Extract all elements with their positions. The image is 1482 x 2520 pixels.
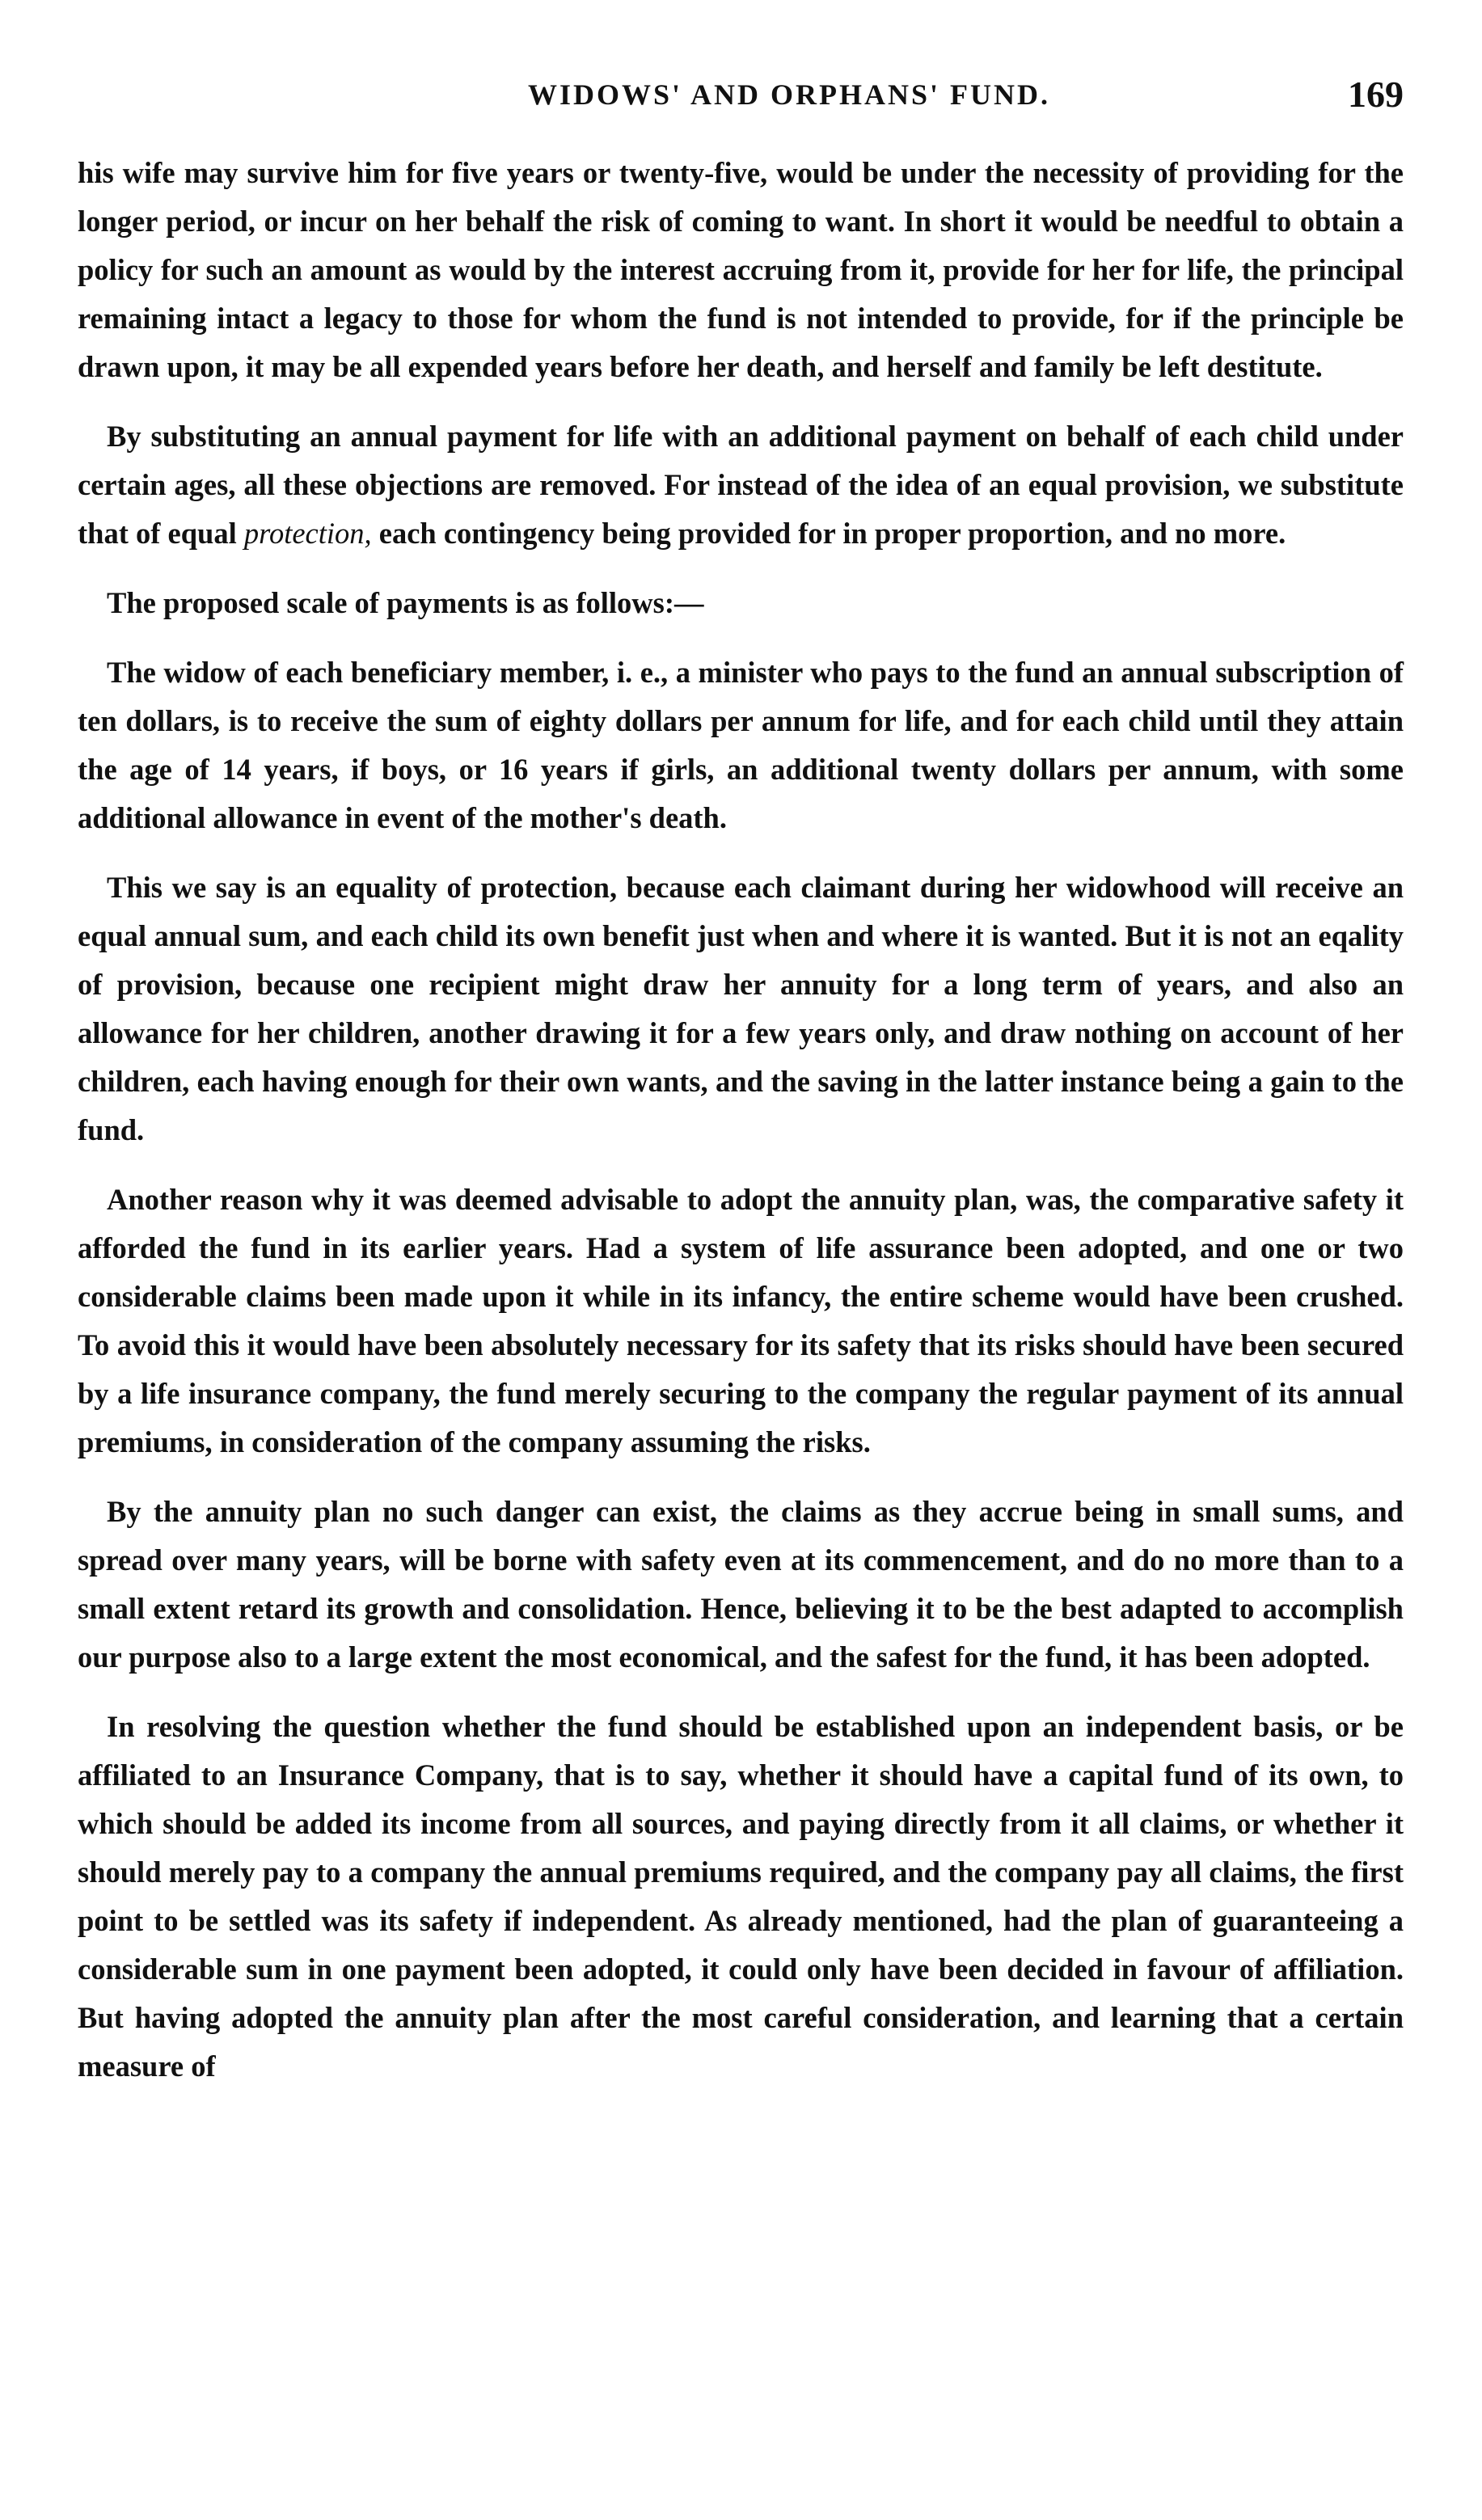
paragraph-6: Another reason why it was deemed advisable to adopt the annuity plan, was, the comparative safety it afforded the fund in its earlier years. Had a system of life assurance been adopted, and one or two considerable claims been made upon it while in its infancy, the entire scheme would have been crushed. To avoid this it would have been absolutely necessary for its safety that its risks should have been secured by a life insurance company, the fund merely securing to the company the regular payment of its annual premiums, in consideration of the company assuming the risks.	[78, 1183, 1404, 1458]
paragraph-8: In resolving the question whether the fund should be established upon an independent basis, or be affiliated to an Insurance Company, that is to say, whether it should have a capital fund of its own, to which should be added its income from all sources, and paying directly from it all claims, or whether it should merely pay to a company the annual premiums required, and the company pay all claims, the first point to be settled was its safety if independent. As already mentioned, had the plan of guaranteeing a considerable sum in one payment been adopted, it could only have been decided in favour of affiliation. But having adopted the annuity plan after the most careful consideration, and learning that a certain measure of	[78, 1710, 1404, 2083]
paragraph-2-tail: each contingency being provided for in proper proportion, and no more.	[378, 517, 1286, 550]
running-head: WIDOWS' AND ORPHANS' FUND.	[527, 78, 1051, 111]
paragraph-1: his wife may survive him for five years or twenty-five, would be under the necessity of providing for the longer period, or incur on her behalf the risk of coming to want. In short it would be needful to obtain a policy for such an amount as would by the interest accruing from it, provide for her for life, the principal remaining intact a legacy to those for whom the fund is not intended to provide, for if the principle be drawn upon, it may be all expended years before her death, and herself and family be left destitute.	[78, 156, 1404, 383]
book-page	[78, 73, 1404, 2112]
page-header	[78, 73, 1404, 131]
page-body	[78, 149, 1404, 2091]
paragraph-2-text: By substituting an annual payment for life with an additional payment on behalf of each child under certain ages, all these objections are removed. For instead of the idea of an equal provision, we substitute that of equal	[78, 420, 1404, 550]
page-number: 169	[1348, 74, 1404, 115]
paragraph-5: This we say is an equality of protection, because each claimant during her widowhood will receive an equal annual sum, and each child its own benefit just when and where it is wanted. But it is not an eqality of provision, because one recipient might draw her annuity for a long term of years, and also an allowance for her children, another drawing it for a few years only, and draw nothing on account of her children, each having enough for their own wants, and the saving in the latter instance being a gain to the fund.	[78, 871, 1404, 1146]
paragraph-4: The widow of each beneficiary member, i. e., a minister who pays to the fund an annual subscription of ten dollars, is to receive the sum of eighty dollars per annum for life, and for each child until they attain the age of 14 years, if boys, or 16 years if girls, an additional twenty dollars per annum, with some additional allowance in event of the mother's death.	[78, 656, 1404, 834]
paragraph-7: By the annuity plan no such danger can exist, the claims as they accrue being in small sums, and spread over many years, will be borne with safety even at its commencement, and do no more than to a small extent retard its growth and consolidation. Hence, believing it to be the best adapted to accomplish our purpose also to a large extent the most economical, and the safest for the fund, it has been adopted.	[78, 1495, 1404, 1674]
paragraph-3: The proposed scale of payments is as follows:—	[107, 586, 704, 619]
paragraph-2-italic: protection,	[243, 517, 372, 550]
paragraph-2	[78, 412, 1404, 558]
